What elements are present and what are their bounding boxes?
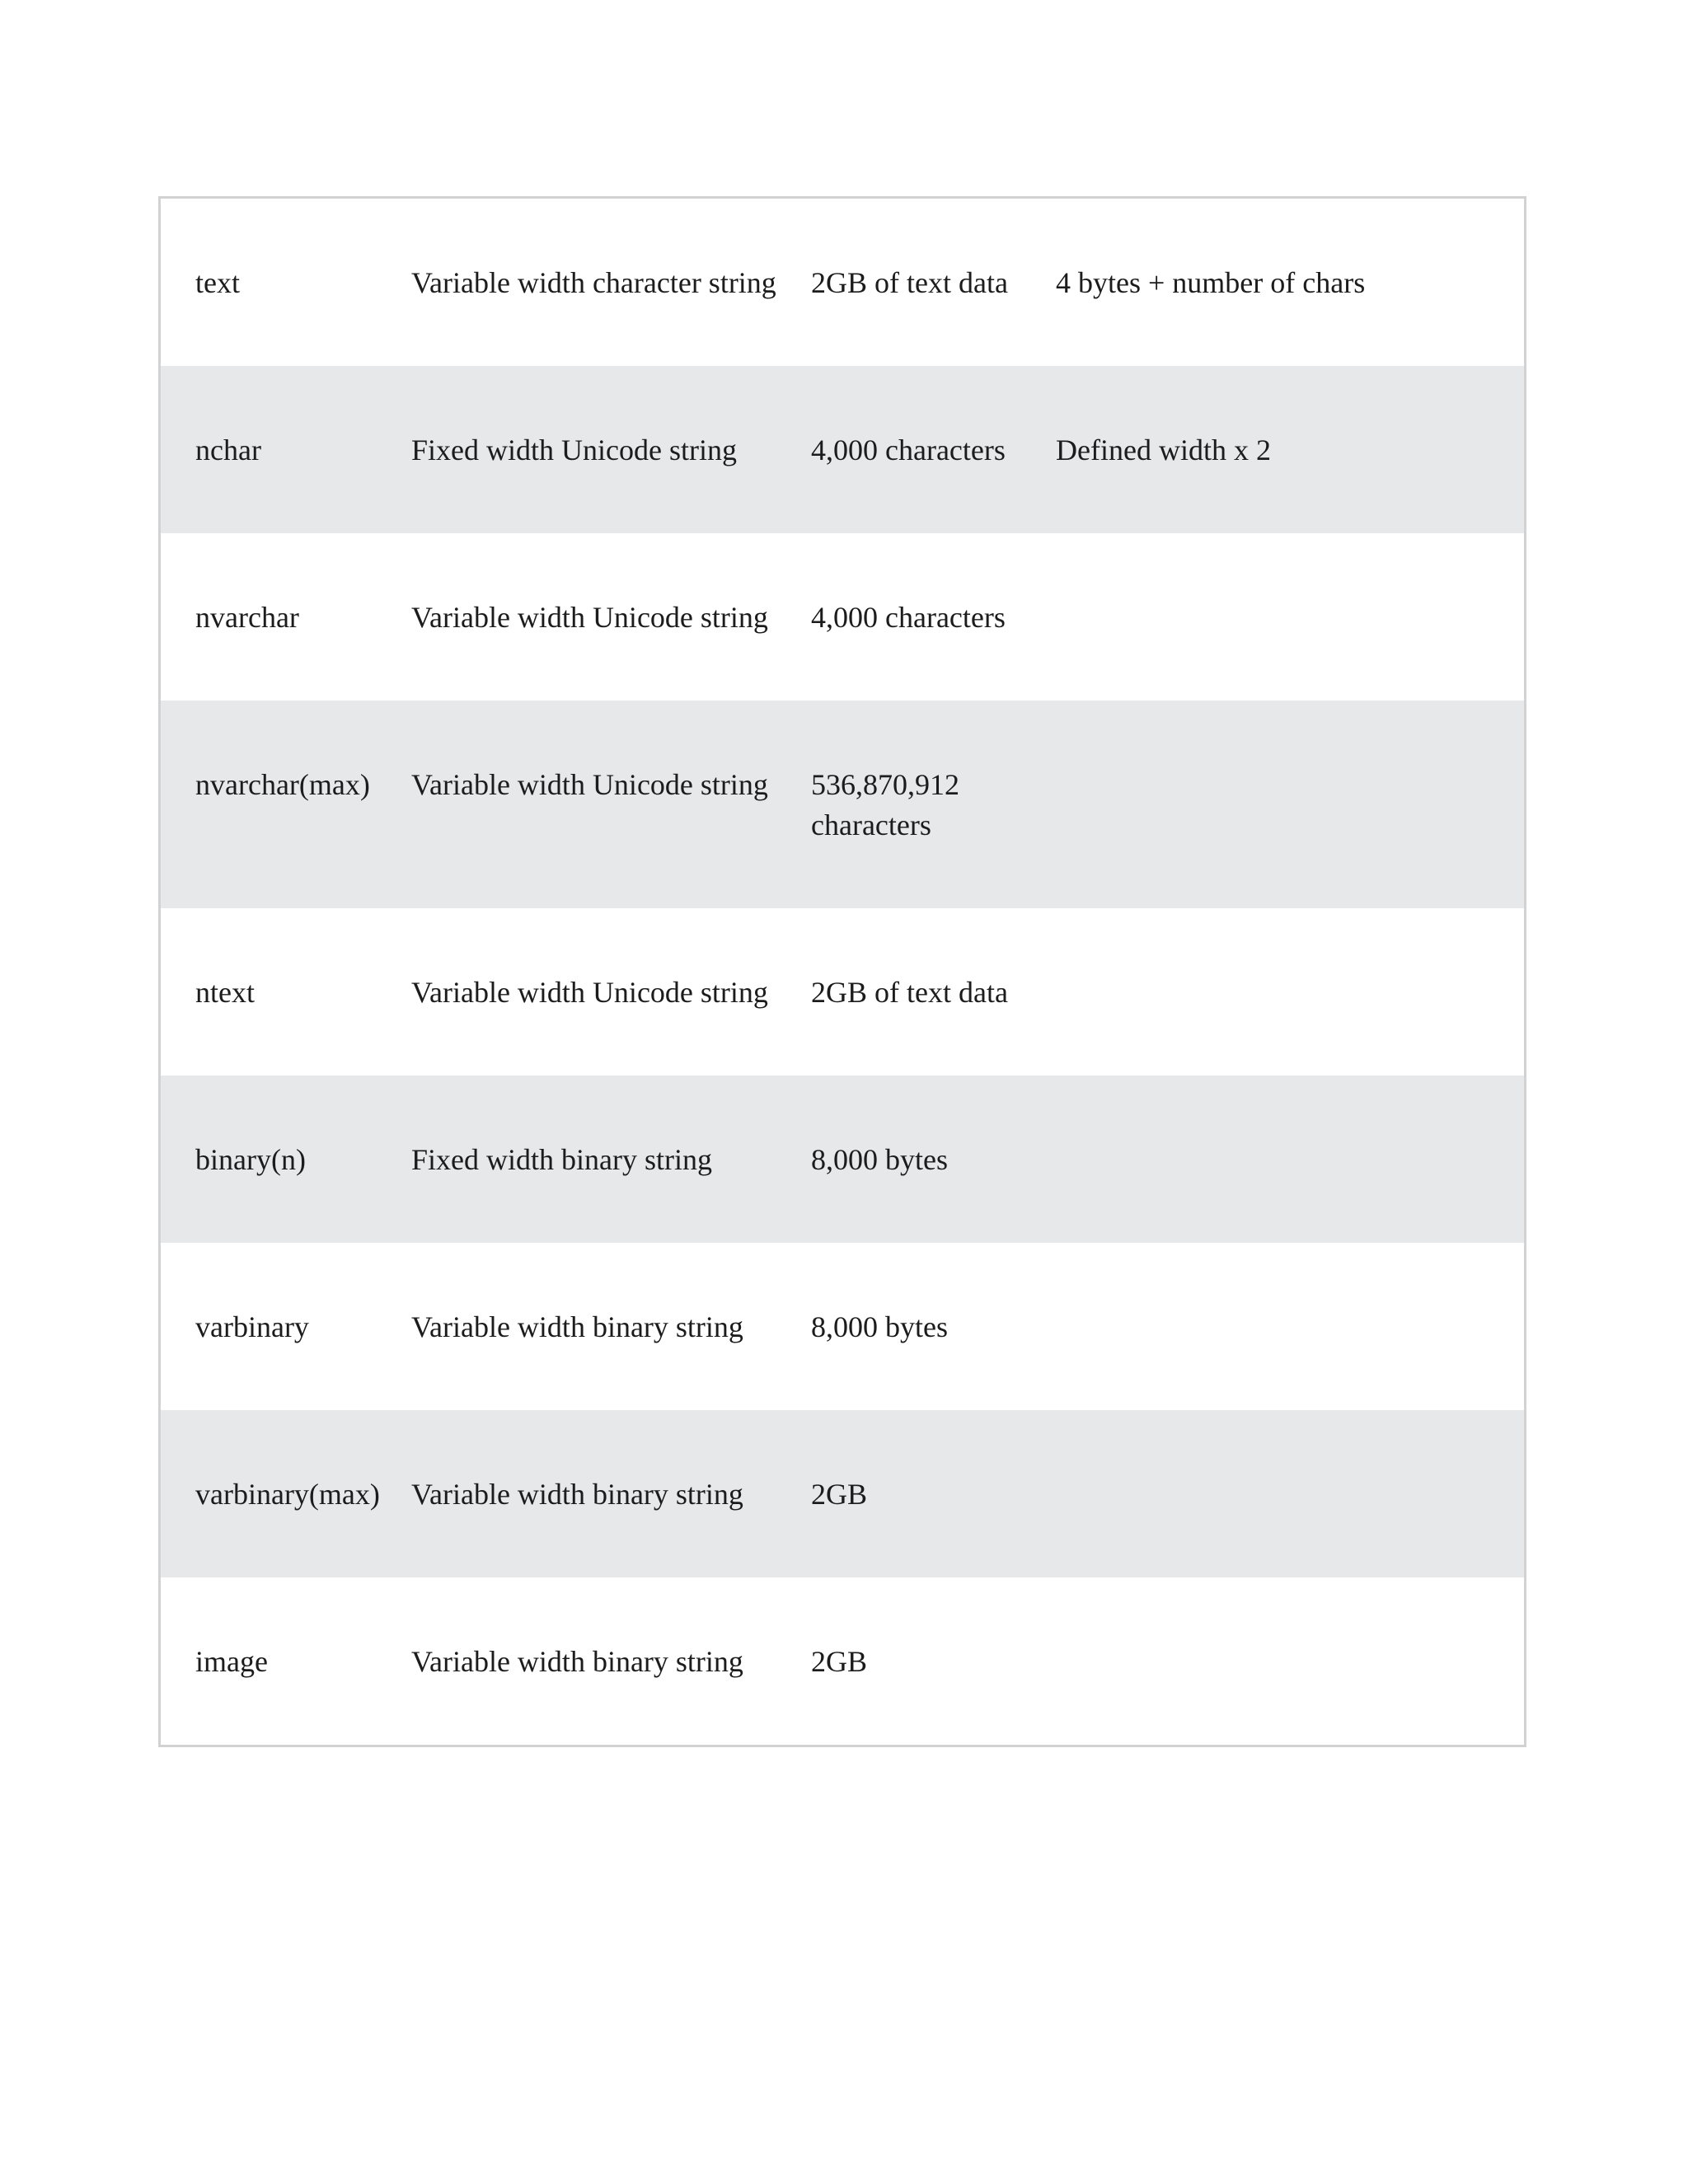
- data-type-storage-cell: Defined width x 2: [1056, 434, 1271, 466]
- data-type-description-cell: Variable width Unicode string: [411, 601, 768, 634]
- table-row: [161, 1577, 1524, 1745]
- data-type-description-cell: Fixed width binary string: [411, 1143, 712, 1176]
- table-row: [161, 1243, 1524, 1410]
- table-row: [161, 1076, 1524, 1243]
- data-type-storage-cell: [1056, 701, 1524, 908]
- table-row: [161, 366, 1524, 533]
- data-type-description-cell: Variable width Unicode string: [411, 768, 768, 801]
- data-types-table-frame: [158, 196, 1526, 1747]
- data-type-name-cell: varbinary: [195, 1310, 309, 1343]
- data-type-storage-cell: [1056, 1076, 1524, 1243]
- data-type-name-cell: varbinary(max): [195, 1478, 380, 1511]
- data-type-max-size-cell: 4,000 characters: [811, 434, 1006, 466]
- data-type-max-size-cell: 8,000 bytes: [811, 1143, 948, 1176]
- data-type-description-cell: Fixed width Unicode string: [411, 434, 737, 466]
- data-type-max-size-cell: 2GB of text data: [811, 976, 1008, 1009]
- data-type-storage-cell: 4 bytes + number of chars: [1056, 266, 1366, 299]
- data-type-max-size-cell: 8,000 bytes: [811, 1310, 948, 1343]
- data-type-description-cell: Variable width Unicode string: [411, 976, 768, 1009]
- data-type-storage-cell: [1056, 1243, 1524, 1410]
- data-type-name-cell: nvarchar: [195, 601, 299, 634]
- data-type-name-cell: image: [195, 1645, 268, 1678]
- data-type-max-size-cell: 2GB: [811, 1645, 868, 1678]
- data-type-name-cell: nvarchar(max): [195, 768, 370, 801]
- data-type-description-cell: Variable width binary string: [411, 1310, 743, 1343]
- table-row: [161, 701, 1524, 908]
- data-type-storage-cell: [1056, 1410, 1524, 1577]
- data-type-description-cell: Variable width binary string: [411, 1478, 743, 1511]
- data-type-max-size-cell: 536,870,912 characters: [811, 768, 959, 841]
- data-type-description-cell: Variable width character string: [411, 266, 776, 299]
- data-type-max-size-cell: 2GB of text data: [811, 266, 1008, 299]
- data-type-name-cell: binary(n): [195, 1143, 306, 1176]
- data-type-name-cell: ntext: [195, 976, 255, 1009]
- table-row: [161, 1410, 1524, 1577]
- data-type-name-cell: text: [195, 266, 240, 299]
- table-row: [161, 199, 1524, 366]
- table-row: [161, 908, 1524, 1076]
- data-type-storage-cell: [1056, 908, 1524, 1076]
- data-type-description-cell: Variable width binary string: [411, 1645, 743, 1678]
- table-row: [161, 533, 1524, 701]
- data-type-max-size-cell: 2GB: [811, 1478, 868, 1511]
- data-type-name-cell: nchar: [195, 434, 261, 466]
- data-type-storage-cell: [1056, 1577, 1524, 1745]
- data-type-max-size-cell: 4,000 characters: [811, 601, 1006, 634]
- data-type-storage-cell: [1056, 533, 1524, 701]
- data-types-table: [161, 199, 1524, 1745]
